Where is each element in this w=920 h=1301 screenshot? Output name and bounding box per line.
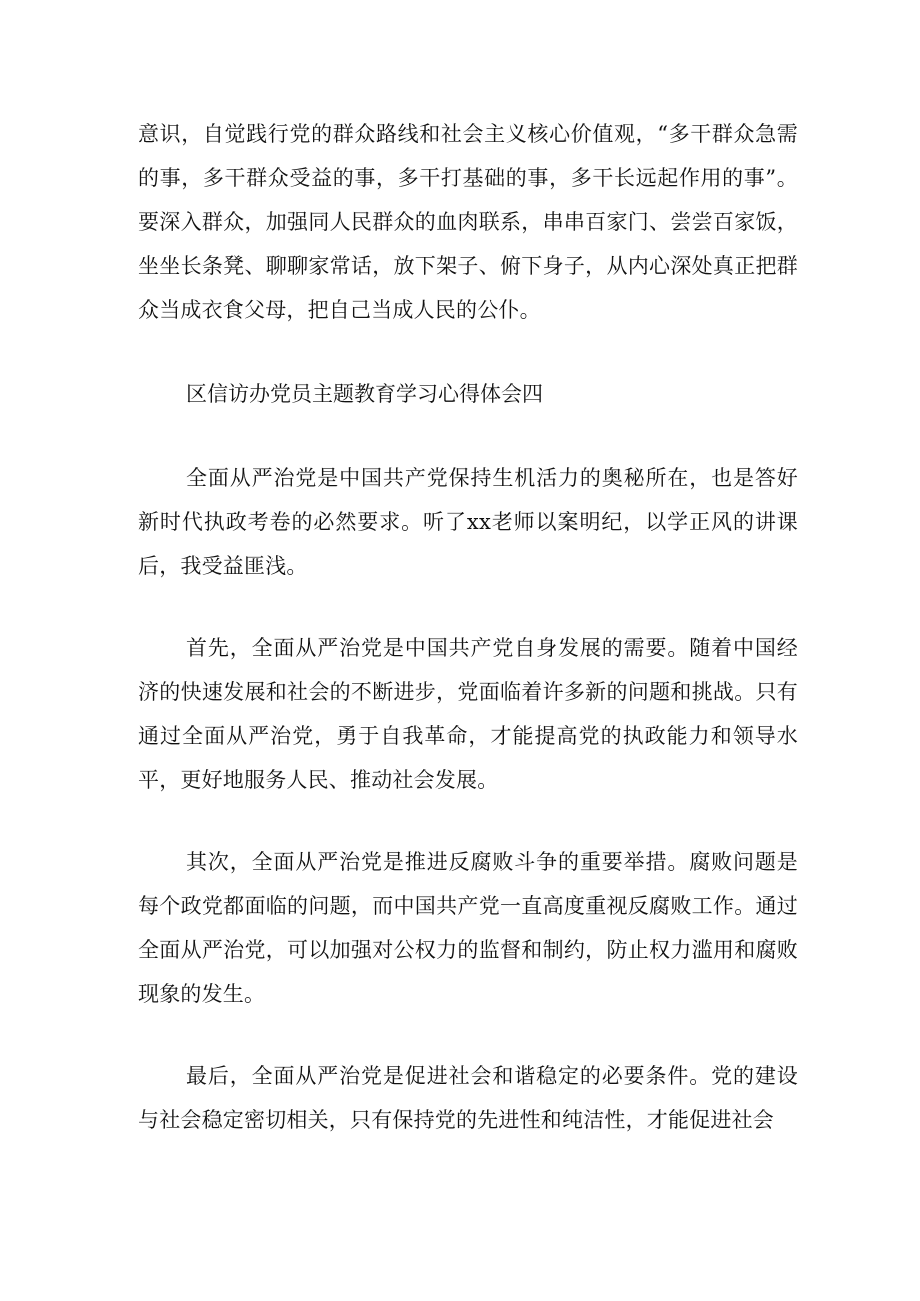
- paragraph-intro: 全面从严治党是中国共产党保持生机活力的奥秘所在，也是答好新时代执政考卷的必然要求。听了xx老师以案明纪，以学正风的讲课后，我受益匪浅。: [138, 466, 798, 578]
- paragraph-gap: [138, 588, 798, 626]
- paragraph-gap: [138, 1016, 798, 1054]
- document-body: [138, 112, 798, 1142]
- paragraph-second: 其次，全面从严治党是推进反腐败斗争的重要举措。腐败问题是每个政党都面临的问题，而中国共产党一直高度重视反腐败工作。通过全面从严治党，可以加强对公权力的监督和制约，防止权力滥用和腐败现象的发生。: [138, 850, 798, 1006]
- section-heading: 区信访办党员主题教育学习心得体会四: [186, 382, 543, 406]
- paragraph-continuation: 意识，自觉践行党的群众路线和社会主义核心价值观，“多干群众急需的事，多干群众受益的事，多干打基础的事，多干长远起作用的事”。要深入群众，加强同人民群众的血肉联系，串串百家门、尝尝百家饭，坐坐长条凳、聊聊家常话，放下架子、俯下身子，从内心深处真正把群众当成衣食父母，把自己当成人民的公仆。: [138, 122, 798, 322]
- paragraph-last: 最后，全面从严治党是促进社会和谐稳定的必要条件。党的建设与社会稳定密切相关，只有保持党的先进性和纯洁性，才能促进社会: [138, 1064, 798, 1132]
- paragraph-gap: [138, 332, 798, 372]
- paragraph-gap: [138, 416, 798, 456]
- paragraph-first: 首先，全面从严治党是中国共产党自身发展的需要。随着中国经济的快速发展和社会的不断进步，党面临着许多新的问题和挑战。只有通过全面从严治党，勇于自我革命，才能提高党的执政能力和领导水平，更好地服务人民、推动社会发展。: [138, 636, 798, 792]
- paragraph-gap: [138, 802, 798, 840]
